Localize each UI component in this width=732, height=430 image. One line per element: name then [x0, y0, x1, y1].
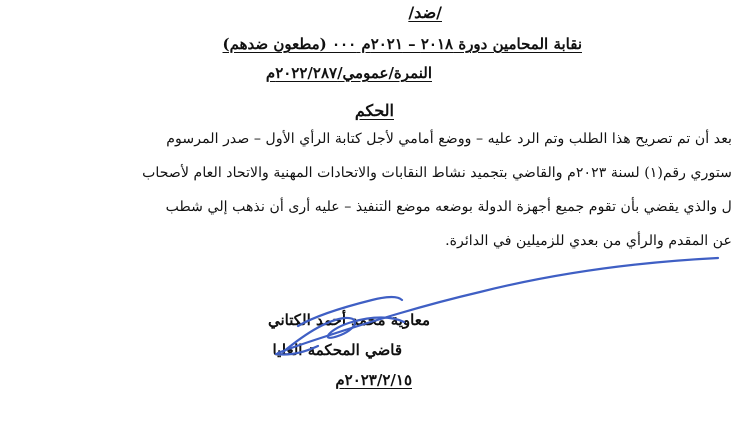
judge-title: قاضي المحكمة العليا — [272, 341, 402, 359]
ruling-text-line-4: عن المقدم والرأي من بعدي للزميلين في الدائرة. — [445, 233, 732, 249]
ruling-date: ٢٠٢٣/٢/١٥م — [335, 371, 412, 389]
against-label: /ضد/ — [408, 3, 442, 22]
ruling-heading: الحكم — [354, 101, 394, 120]
ruling-text-line-3: ل والذي يقضي بأن تقوم جميع أجهزة الدولة بوضعه موضع التنفيذ – عليه أرى أن نذهب إلي شطب — [165, 199, 732, 215]
ruling-text-line-1: بعد أن تم تصريح هذا الطلب وتم الرد عليه – ووضع أمامي لأجل كتابة الرأي الأول – صدر المرسوم — [166, 131, 732, 147]
signature-stroke-long — [278, 258, 718, 353]
ruling-text-line-2: ستوري رقم(١) لسنة ٢٠٢٣م والقاضي بتجميد نشاط النقابات والاتحادات المهنية والاتحاد العام لأصحاب — [142, 165, 732, 181]
case-parties-line: نقابة المحامين دورة ٢٠١٨ – ٢٠٢١م ٠٠٠ (مطعون ضدهم) — [222, 35, 582, 53]
case-number-line: النمرة/عمومي/٢٠٢٢/٢٨٧م — [265, 64, 432, 82]
judge-name: معاوية محمد أحمد الكتاني — [267, 311, 430, 329]
